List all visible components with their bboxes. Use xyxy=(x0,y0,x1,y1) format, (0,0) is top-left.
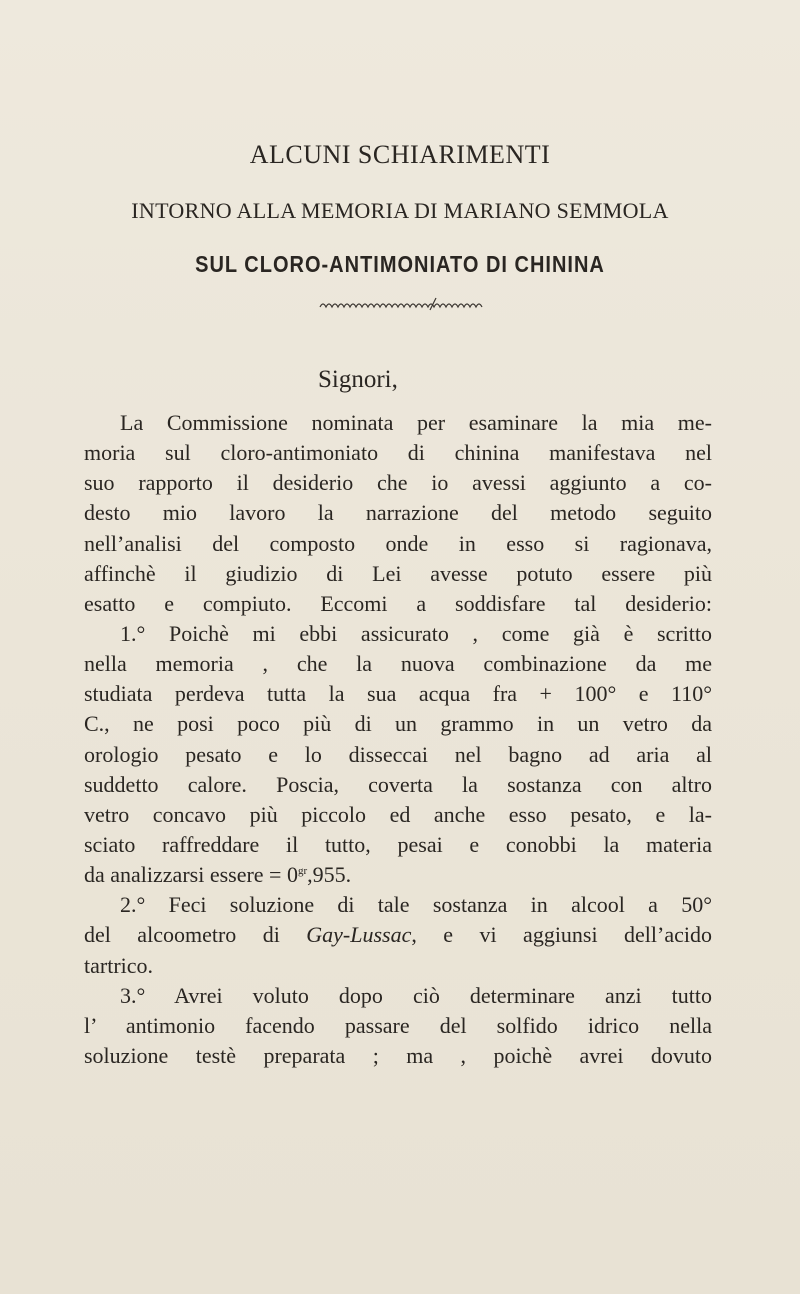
text-line: affinchè il giudizio di Lei avesse potuto essere più xyxy=(84,560,712,586)
weight-suffix: ,955. xyxy=(307,862,352,888)
text-segment: del alcoometro di xyxy=(84,922,280,948)
text-line: nell’analisi del composto onde in esso si ragionava, xyxy=(84,530,712,556)
text-line: suddetto calore. Poscia, coverta la sostanza con altro xyxy=(84,771,712,797)
title-line-3: SUL CLORO-ANTIMONIATO DI CHININA xyxy=(195,252,605,278)
text-line: desto mio lavoro la narrazione del metodo seguito xyxy=(84,500,712,526)
text-line: suo rapporto il desiderio che io avessi aggiunto a co- xyxy=(84,470,712,496)
text-line: tartrico. xyxy=(84,952,154,978)
text-line-weight xyxy=(84,860,712,890)
text-line: 3.° Avrei voluto dopo ciò determinare anzi tutto xyxy=(120,982,712,1008)
text-line: sciato raffreddare il tutto, pesai e conobbi la materia xyxy=(84,831,712,857)
decorative-divider xyxy=(318,296,486,314)
salutation: Signori, xyxy=(318,366,398,393)
text-line-gay-lussac xyxy=(84,920,712,950)
text-line: soluzione testè preparata ; ma , poichè avrei dovuto xyxy=(84,1042,712,1068)
text-line: l’ antimonio facendo passare del solfido idrico nella xyxy=(84,1012,712,1038)
weight-unit: gr xyxy=(297,865,308,878)
body-text xyxy=(84,408,712,1071)
text-line: nella memoria , che la nuova combinazione da me xyxy=(84,651,712,677)
text-segment: , e vi aggiunsi dell’acido xyxy=(411,922,713,948)
text-line: 1.° Poichè mi ebbi assicurato , come già è scritto xyxy=(120,620,712,646)
author-name-italic: Gay-Lussac xyxy=(306,922,412,948)
text-line: esatto e compiuto. Eccomi a soddisfare tal desiderio: xyxy=(84,590,712,616)
text-line: C., ne posi poco più di un grammo in un vetro da xyxy=(84,711,712,737)
text-line: La Commissione nominata per esaminare la mia me- xyxy=(120,410,712,435)
text-line: orologio pesato e lo disseccai nel bagno ad aria al xyxy=(84,741,712,767)
title-line-2: INTORNO ALLA MEMORIA DI MARIANO SEMMOLA xyxy=(131,198,669,223)
text-line: vetro concavo più piccolo ed anche esso pesato, e la- xyxy=(84,801,712,827)
text-line: moria sul cloro-antimoniato di chinina manifestava nel xyxy=(84,440,712,466)
weight-prefix: da analizzarsi essere = 0 xyxy=(84,862,298,888)
text-line: 2.° Feci soluzione di tale sostanza in alcool a 50° xyxy=(120,892,712,918)
text-line: studiata perdeva tutta la sua acqua fra + 100° e 110° xyxy=(84,681,712,707)
title-line-1: ALCUNI SCHIARIMENTI xyxy=(249,140,551,169)
